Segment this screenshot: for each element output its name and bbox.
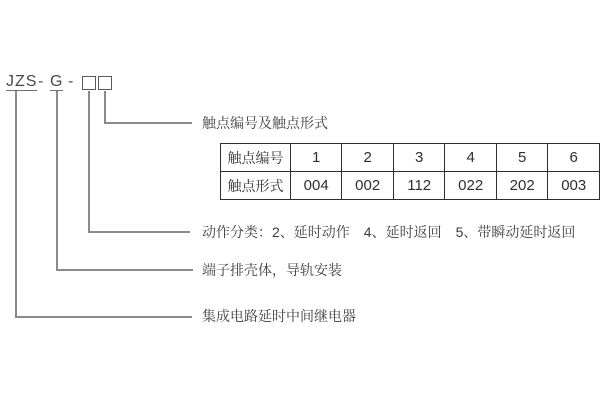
connector-vline-action [88, 91, 90, 232]
model-prefix: JZS [6, 73, 38, 90]
connector-vline-contact [104, 91, 106, 123]
contact-form-cell: 022 [445, 172, 497, 200]
callout-action-class: 动作分类：2、延时动作 4、延时返回 5、带瞬动延时返回 [202, 224, 576, 240]
callout-housing-mount: 端子排壳体，导轨安装 [202, 262, 342, 278]
contact-number-cell: 5 [496, 144, 548, 172]
callout-product-name: 集成电路延时中间继电器 [202, 308, 356, 324]
connector-vline-housing [56, 91, 58, 270]
model-dash-1: - [38, 73, 45, 90]
contact-number-cell: 1 [290, 144, 342, 172]
model-dash-2: - [68, 73, 75, 90]
contact-form-table [220, 143, 600, 200]
row-header-contact-form: 触点形式 [221, 172, 291, 200]
contact-number-cell: 6 [548, 144, 600, 172]
contact-form-cell: 202 [496, 172, 548, 200]
contact-number-cell: 3 [393, 144, 444, 172]
contact-form-cell: 002 [342, 172, 394, 200]
table-row-contact-form [221, 172, 600, 200]
callout-contact-form: 触点编号及触点形式 [202, 115, 328, 131]
model-placeholder-box-2 [98, 76, 112, 90]
connector-hline-housing [56, 269, 193, 271]
contact-number-cell: 2 [342, 144, 394, 172]
connector-vline-product [15, 91, 17, 317]
contact-form-cell: 004 [290, 172, 342, 200]
contact-form-cell: 003 [548, 172, 600, 200]
table-row-contact-number [221, 144, 600, 172]
model-frame-code: G [50, 73, 64, 90]
connector-hline-action [88, 231, 190, 233]
connector-hline-contact [104, 122, 192, 124]
connector-hline-product [15, 316, 192, 318]
contact-form-cell: 112 [393, 172, 444, 200]
contact-number-cell: 4 [445, 144, 497, 172]
model-placeholder-box-1 [82, 76, 96, 90]
row-header-contact-number: 触点编号 [221, 144, 291, 172]
